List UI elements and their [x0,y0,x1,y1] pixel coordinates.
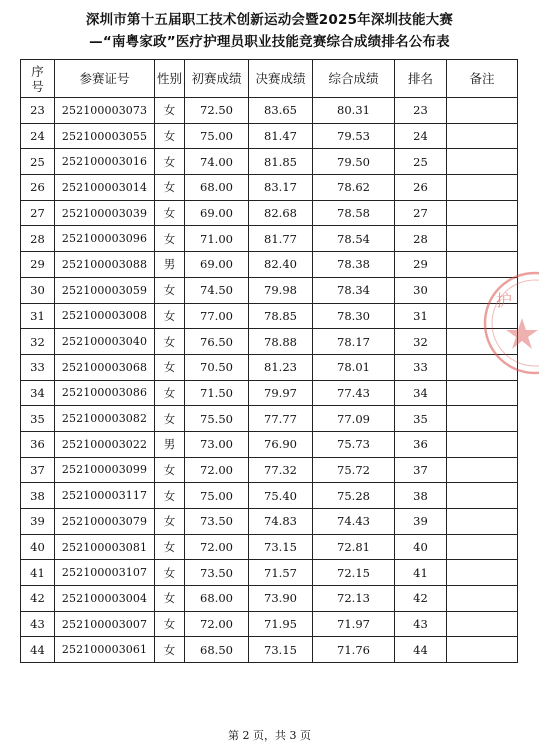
cell-seq: 41 [21,560,55,586]
cell-prelim: 73.00 [185,431,249,457]
cell-id: 252100003040 [55,329,155,355]
table-row [21,611,518,637]
cell-seq: 36 [21,431,55,457]
cell-prelim: 68.00 [185,175,249,201]
cell-id: 252100003061 [55,637,155,663]
cell-prelim: 70.50 [185,354,249,380]
cell-prelim: 74.00 [185,149,249,175]
cell-note [447,586,518,612]
cell-id: 252100003055 [55,123,155,149]
cell-seq: 25 [21,149,55,175]
cell-overall: 78.17 [313,329,395,355]
table-row [21,175,518,201]
cell-seq: 28 [21,226,55,252]
cell-id: 252100003117 [55,483,155,509]
cell-note [447,483,518,509]
cell-prelim: 72.00 [185,611,249,637]
header-final: 决赛成绩 [249,60,313,98]
header-overall: 综合成绩 [313,60,395,98]
cell-gender: 男 [155,252,185,278]
cell-gender: 女 [155,123,185,149]
cell-overall: 80.31 [313,98,395,124]
cell-rank: 29 [395,252,447,278]
cell-prelim: 68.50 [185,637,249,663]
cell-note [447,329,518,355]
cell-id: 252100003081 [55,534,155,560]
cell-prelim: 77.00 [185,303,249,329]
cell-seq: 39 [21,509,55,535]
cell-note [447,252,518,278]
cell-gender: 女 [155,406,185,432]
cell-seq: 37 [21,457,55,483]
cell-overall: 78.54 [313,226,395,252]
table-row [21,483,518,509]
cell-gender: 女 [155,637,185,663]
cell-note [447,175,518,201]
table-row [21,431,518,457]
cell-note [447,123,518,149]
results-table [20,59,518,663]
cell-note [447,637,518,663]
cell-prelim: 68.00 [185,586,249,612]
table-row [21,586,518,612]
cell-note [447,226,518,252]
cell-rank: 30 [395,277,447,303]
table-row [21,354,518,380]
cell-rank: 31 [395,303,447,329]
cell-seq: 44 [21,637,55,663]
page-footer: 第 2 页，共 3 页 [228,729,311,742]
table-row [21,534,518,560]
cell-seq: 27 [21,200,55,226]
cell-seq: 32 [21,329,55,355]
cell-rank: 40 [395,534,447,560]
cell-note [447,98,518,124]
cell-id: 252100003059 [55,277,155,303]
cell-prelim: 75.50 [185,406,249,432]
table-row [21,123,518,149]
table-row [21,149,518,175]
cell-overall: 72.81 [313,534,395,560]
cell-note [447,303,518,329]
table-row [21,277,518,303]
cell-note [447,457,518,483]
cell-final: 73.15 [249,534,313,560]
cell-overall: 78.34 [313,277,395,303]
cell-final: 83.65 [249,98,313,124]
cell-overall: 75.73 [313,431,395,457]
cell-gender: 女 [155,200,185,226]
cell-final: 79.97 [249,380,313,406]
cell-rank: 25 [395,149,447,175]
cell-prelim: 69.00 [185,200,249,226]
table-row [21,303,518,329]
cell-gender: 女 [155,611,185,637]
cell-prelim: 71.50 [185,380,249,406]
cell-final: 73.90 [249,586,313,612]
cell-id: 252100003004 [55,586,155,612]
cell-id: 252100003007 [55,611,155,637]
table-body [21,98,518,663]
cell-rank: 41 [395,560,447,586]
cell-seq: 31 [21,303,55,329]
cell-id: 252100003082 [55,406,155,432]
table-row [21,560,518,586]
cell-rank: 32 [395,329,447,355]
cell-gender: 女 [155,354,185,380]
cell-final: 83.17 [249,175,313,201]
table-row [21,406,518,432]
cell-overall: 78.62 [313,175,395,201]
cell-final: 78.88 [249,329,313,355]
header-seq [21,60,55,98]
cell-gender: 女 [155,226,185,252]
cell-rank: 33 [395,354,447,380]
cell-prelim: 75.00 [185,483,249,509]
cell-seq: 30 [21,277,55,303]
cell-rank: 35 [395,406,447,432]
table-row [21,380,518,406]
cell-overall: 71.97 [313,611,395,637]
cell-rank: 24 [395,123,447,149]
cell-final: 71.57 [249,560,313,586]
cell-seq: 42 [21,586,55,612]
cell-final: 73.15 [249,637,313,663]
table-row [21,637,518,663]
cell-seq: 43 [21,611,55,637]
cell-final: 77.32 [249,457,313,483]
cell-final: 71.95 [249,611,313,637]
cell-final: 81.85 [249,149,313,175]
header-gender: 性别 [155,60,185,98]
cell-final: 76.90 [249,431,313,457]
cell-id: 252100003068 [55,354,155,380]
cell-prelim: 69.00 [185,252,249,278]
cell-note [447,431,518,457]
cell-seq: 29 [21,252,55,278]
cell-overall: 75.28 [313,483,395,509]
table-row [21,509,518,535]
cell-rank: 23 [395,98,447,124]
cell-overall: 79.50 [313,149,395,175]
cell-note [447,277,518,303]
cell-final: 82.68 [249,200,313,226]
cell-rank: 37 [395,457,447,483]
cell-rank: 36 [395,431,447,457]
cell-gender: 女 [155,329,185,355]
cell-final: 75.40 [249,483,313,509]
cell-rank: 42 [395,586,447,612]
cell-gender: 女 [155,483,185,509]
cell-overall: 72.13 [313,586,395,612]
cell-overall: 78.38 [313,252,395,278]
header-note: 备注 [447,60,518,98]
cell-gender: 女 [155,303,185,329]
cell-final: 81.23 [249,354,313,380]
cell-seq: 38 [21,483,55,509]
cell-id: 252100003096 [55,226,155,252]
cell-id: 252100003079 [55,509,155,535]
cell-gender: 女 [155,534,185,560]
cell-overall: 79.53 [313,123,395,149]
cell-final: 78.85 [249,303,313,329]
cell-note [447,611,518,637]
cell-gender: 女 [155,457,185,483]
cell-gender: 女 [155,586,185,612]
cell-seq: 33 [21,354,55,380]
cell-gender: 女 [155,149,185,175]
header-seq-line1: 序 [31,63,44,79]
cell-id: 252100003022 [55,431,155,457]
cell-id: 252100003073 [55,98,155,124]
cell-seq: 26 [21,175,55,201]
cell-prelim: 75.00 [185,123,249,149]
cell-gender: 女 [155,98,185,124]
cell-id: 252100003014 [55,175,155,201]
cell-overall: 74.43 [313,509,395,535]
cell-gender: 男 [155,431,185,457]
cell-note [447,509,518,535]
cell-rank: 27 [395,200,447,226]
cell-overall: 78.58 [313,200,395,226]
cell-prelim: 72.00 [185,534,249,560]
cell-seq: 24 [21,123,55,149]
cell-note [447,380,518,406]
cell-rank: 39 [395,509,447,535]
cell-rank: 44 [395,637,447,663]
cell-prelim: 72.50 [185,98,249,124]
cell-note [447,149,518,175]
table-row [21,252,518,278]
cell-seq: 35 [21,406,55,432]
cell-final: 82.40 [249,252,313,278]
cell-id: 252100003086 [55,380,155,406]
table-row [21,329,518,355]
cell-rank: 38 [395,483,447,509]
cell-note [447,354,518,380]
stamp-character: 护 [496,291,513,310]
cell-note [447,406,518,432]
cell-prelim: 71.00 [185,226,249,252]
cell-id: 252100003107 [55,560,155,586]
cell-final: 77.77 [249,406,313,432]
table-row [21,98,518,124]
table-row [21,457,518,483]
cell-gender: 女 [155,175,185,201]
cell-overall: 78.01 [313,354,395,380]
cell-overall: 75.72 [313,457,395,483]
cell-id: 252100003088 [55,252,155,278]
cell-rank: 34 [395,380,447,406]
cell-final: 74.83 [249,509,313,535]
cell-note [447,560,518,586]
cell-gender: 女 [155,560,185,586]
table-row [21,200,518,226]
header-id: 参赛证号 [55,60,155,98]
cell-rank: 26 [395,175,447,201]
cell-note [447,534,518,560]
cell-final: 81.77 [249,226,313,252]
cell-prelim: 76.50 [185,329,249,355]
header-seq-line2: 号 [31,78,44,94]
cell-id: 252100003016 [55,149,155,175]
cell-rank: 28 [395,226,447,252]
cell-overall: 72.15 [313,560,395,586]
cell-gender: 女 [155,509,185,535]
document-title-line1: 深圳市第十五届职工技术创新运动会暨2025年深圳技能大赛 [85,12,454,28]
cell-gender: 女 [155,380,185,406]
cell-prelim: 74.50 [185,277,249,303]
cell-overall: 77.43 [313,380,395,406]
cell-rank: 43 [395,611,447,637]
cell-seq: 23 [21,98,55,124]
cell-id: 252100003008 [55,303,155,329]
cell-overall: 71.76 [313,637,395,663]
cell-overall: 77.09 [313,406,395,432]
cell-gender: 女 [155,277,185,303]
cell-seq: 40 [21,534,55,560]
cell-final: 79.98 [249,277,313,303]
cell-final: 81.47 [249,123,313,149]
document-title-line2: —“南粤家政”医疗护理员职业技能竞赛综合成绩排名公布表 [89,34,450,50]
cell-prelim: 73.50 [185,560,249,586]
cell-seq: 34 [21,380,55,406]
cell-overall: 78.30 [313,303,395,329]
cell-prelim: 72.00 [185,457,249,483]
table-row [21,226,518,252]
header-prelim: 初赛成绩 [185,60,249,98]
cell-note [447,200,518,226]
cell-id: 252100003039 [55,200,155,226]
table-header-row [21,60,518,98]
header-rank: 排名 [395,60,447,98]
cell-id: 252100003099 [55,457,155,483]
cell-prelim: 73.50 [185,509,249,535]
